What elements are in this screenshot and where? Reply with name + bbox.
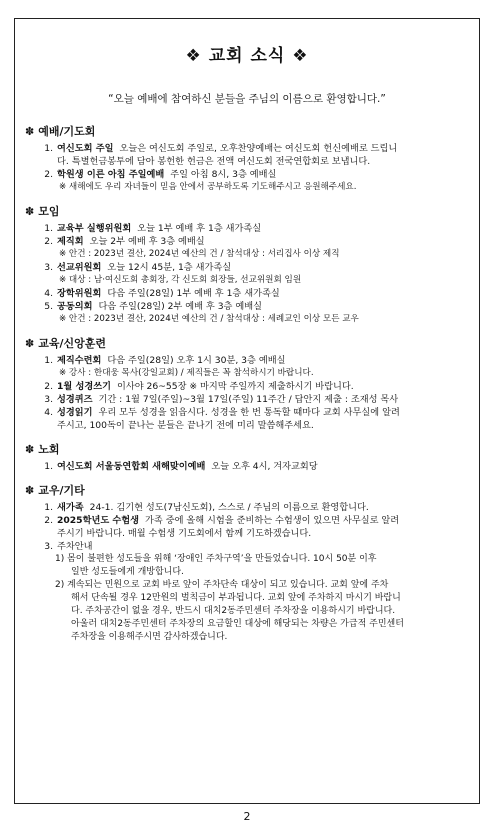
item-heading: 성경퀴즈 — [57, 394, 93, 405]
section-heading — [25, 203, 467, 219]
item-heading: 선교위원회 — [57, 262, 102, 273]
item-heading: 여신도회 서울동연합회 새해맞이예배 — [57, 461, 206, 472]
asterisk-icon: ✽ — [25, 484, 35, 497]
section-heading — [25, 335, 467, 351]
title-text: 교회 소식 — [208, 46, 286, 66]
item-heading: 제직회 — [57, 236, 84, 247]
item-text: 가족 중에 올해 시험을 준비하는 수험생이 있으면 사무실로 알려 — [145, 515, 400, 526]
item-text: 오늘 1부 예배 후 1층 새가족실 — [137, 223, 262, 234]
list-item — [25, 501, 467, 514]
item-note: ※ 안건 : 2023년 결산, 2024년 예산의 건 / 참석대상 : 세례교인 이상 모든 교우 — [59, 314, 359, 324]
page-title — [15, 41, 479, 66]
section-heading-text: 교우/기타 — [38, 484, 85, 497]
item-text: 이사야 26~55장 ※ 마지막 주일까지 제출하시기 바랍니다. — [116, 381, 354, 392]
item-text: 주차안내 — [57, 541, 93, 552]
page-number: 2 — [243, 810, 251, 823]
list-item — [25, 354, 467, 367]
item-text-continued: 다. 주차공간이 없을 경우, 반드시 대치2동주민센터 주차장을 이용하시기 바랍니다. — [71, 606, 396, 616]
item-text-continued: 해서 단속될 경우 12만원의 벌칙금이 부과됩니다. 교회 앞에 주차하지 마시기 바랍니 — [71, 593, 401, 603]
item-number: 1. — [44, 355, 53, 366]
item-text-continued: 일반 성도들에게 개방합니다. — [71, 567, 184, 577]
item-number: 2. — [44, 169, 53, 180]
item-number: 2. — [44, 381, 53, 392]
bulletin-frame — [14, 18, 480, 804]
item-heading: 2025학년도 수험생 — [57, 515, 140, 526]
list-item — [25, 393, 467, 406]
item-text-continued: 아울러 대치2동주민센터 주차장의 요금할인 대상에 해당되는 차량은 가급적 주민센터 — [71, 619, 404, 629]
item-number: 5. — [44, 301, 53, 312]
item-text: 우리 모두 성경을 읽읍시다. 성경을 한 번 통독할 때마다 교회 사무실에 알려 — [98, 407, 400, 418]
section-heading-text: 예배/기도회 — [38, 125, 96, 138]
asterisk-icon: ✽ — [25, 125, 35, 138]
item-text-continued: 주시고, 100독이 끝나는 분들은 끝나기 전에 미리 말씀해주세요. — [57, 420, 314, 431]
item-text: 다음 주일(28일) 2부 예배 후 3층 예배실 — [98, 301, 262, 312]
list-item — [25, 142, 467, 155]
item-number: 3. — [44, 541, 53, 552]
item-number: 1. — [44, 502, 53, 513]
section-heading — [25, 482, 467, 498]
item-heading: 장학위원회 — [57, 288, 102, 299]
section-heading-text: 노회 — [38, 443, 60, 456]
diamond-icon: ❖ — [185, 46, 202, 66]
list-item — [25, 540, 467, 553]
item-text: 다음 주일(28일) 오후 1시 30분, 3층 예배실 — [107, 355, 286, 366]
news-content — [25, 123, 467, 644]
item-number: 1. — [44, 143, 53, 154]
item-heading: 1월 성경쓰기 — [57, 381, 111, 392]
list-item — [25, 380, 467, 393]
item-text: 기간 : 1월 7일(주일)~3월 17일(주일) 11주간 / 답안지 제출 : 조재성 목사 — [98, 394, 399, 405]
item-text-continued: 2) 계속되는 민원으로 교회 바로 앞이 주차단속 대상이 되고 있습니다. 교회 앞에 주차 — [55, 580, 389, 590]
item-number: 4. — [44, 407, 53, 418]
item-heading: 성경읽기 — [57, 407, 93, 418]
item-heading: 공동의회 — [57, 301, 93, 312]
item-number: 2. — [44, 515, 53, 526]
item-number: 4. — [44, 288, 53, 299]
section-heading-text: 교육/신앙훈련 — [38, 337, 106, 350]
item-text: 오늘은 여신도회 주일로, 오후찬양예배는 여신도회 헌신예배로 드립니 — [119, 143, 398, 154]
item-heading: 제직수련회 — [57, 355, 102, 366]
item-note: ※ 대상 : 남·여신도회 총회장, 각 신도회 회장들, 선교위원회 임원 — [59, 275, 302, 285]
list-item — [25, 168, 467, 181]
item-text: 오늘 오후 4시, 겨자교회당 — [211, 461, 318, 472]
welcome-message: “오늘 예배에 참여하신 분들을 주님의 이름으로 환영합니다.” — [108, 93, 386, 105]
item-heading: 새가족 — [57, 502, 84, 513]
item-text-continued: 1) 몸이 불편한 성도들을 위해 ‘장애인 주차구역’을 만들었습니다. 10시 50분 이후 — [55, 554, 377, 564]
item-text-continued: 다. 특별헌금봉투에 담아 봉헌한 헌금은 전액 여신도회 전국연합회로 보냅니다. — [57, 156, 371, 167]
asterisk-icon: ✽ — [25, 205, 35, 218]
item-heading: 교육부 실행위원회 — [57, 223, 132, 234]
item-note: ※ 안건 : 2023년 결산, 2024년 예산의 건 / 참석대상 : 서리집사 이상 제직 — [59, 249, 340, 259]
list-item — [25, 300, 467, 313]
list-item — [25, 235, 467, 248]
item-text: 24-1. 김기현 성도(7남신도회), 스스로 / 주님의 이름으로 환영합니다. — [89, 502, 369, 513]
asterisk-icon: ✽ — [25, 443, 35, 456]
section-heading — [25, 123, 467, 139]
item-text-continued: 주차장을 이용해주시면 감사하겠습니다. — [71, 632, 228, 642]
list-item — [25, 406, 467, 419]
diamond-icon: ❖ — [292, 46, 309, 66]
item-note: ※ 새해에도 우리 자녀들이 믿음 안에서 공부하도록 기도해주시고 응원해주세요. — [59, 182, 357, 192]
item-text: 다음 주일(28일) 1부 예배 후 1층 새가족실 — [107, 288, 280, 299]
item-number: 2. — [44, 236, 53, 247]
item-text-continued: 주시기 바랍니다. 매월 수험생 기도회에서 함께 기도하겠습니다. — [57, 528, 312, 539]
item-heading: 여신도회 주일 — [57, 143, 114, 154]
list-item — [25, 261, 467, 274]
item-text: 오늘 2부 예배 후 3층 예배실 — [89, 236, 205, 247]
item-number: 3. — [44, 262, 53, 273]
item-text: 오늘 12시 45분, 1층 새가족실 — [107, 262, 232, 273]
item-note: ※ 강사 : 한대웅 목사(강일교회) / 제직들은 꼭 참석하시기 바랍니다. — [59, 368, 314, 378]
list-item — [25, 287, 467, 300]
item-number: 1. — [44, 461, 53, 472]
item-number: 1. — [44, 223, 53, 234]
item-heading: 학원생 이른 아침 주일예배 — [57, 169, 165, 180]
asterisk-icon: ✽ — [25, 337, 35, 350]
list-item — [25, 460, 467, 473]
list-item — [25, 222, 467, 235]
item-text: 주일 아침 8시, 3층 예배실 — [170, 169, 277, 180]
item-number: 3. — [44, 394, 53, 405]
section-heading — [25, 441, 467, 457]
section-heading-text: 모임 — [38, 205, 60, 218]
list-item — [25, 514, 467, 527]
